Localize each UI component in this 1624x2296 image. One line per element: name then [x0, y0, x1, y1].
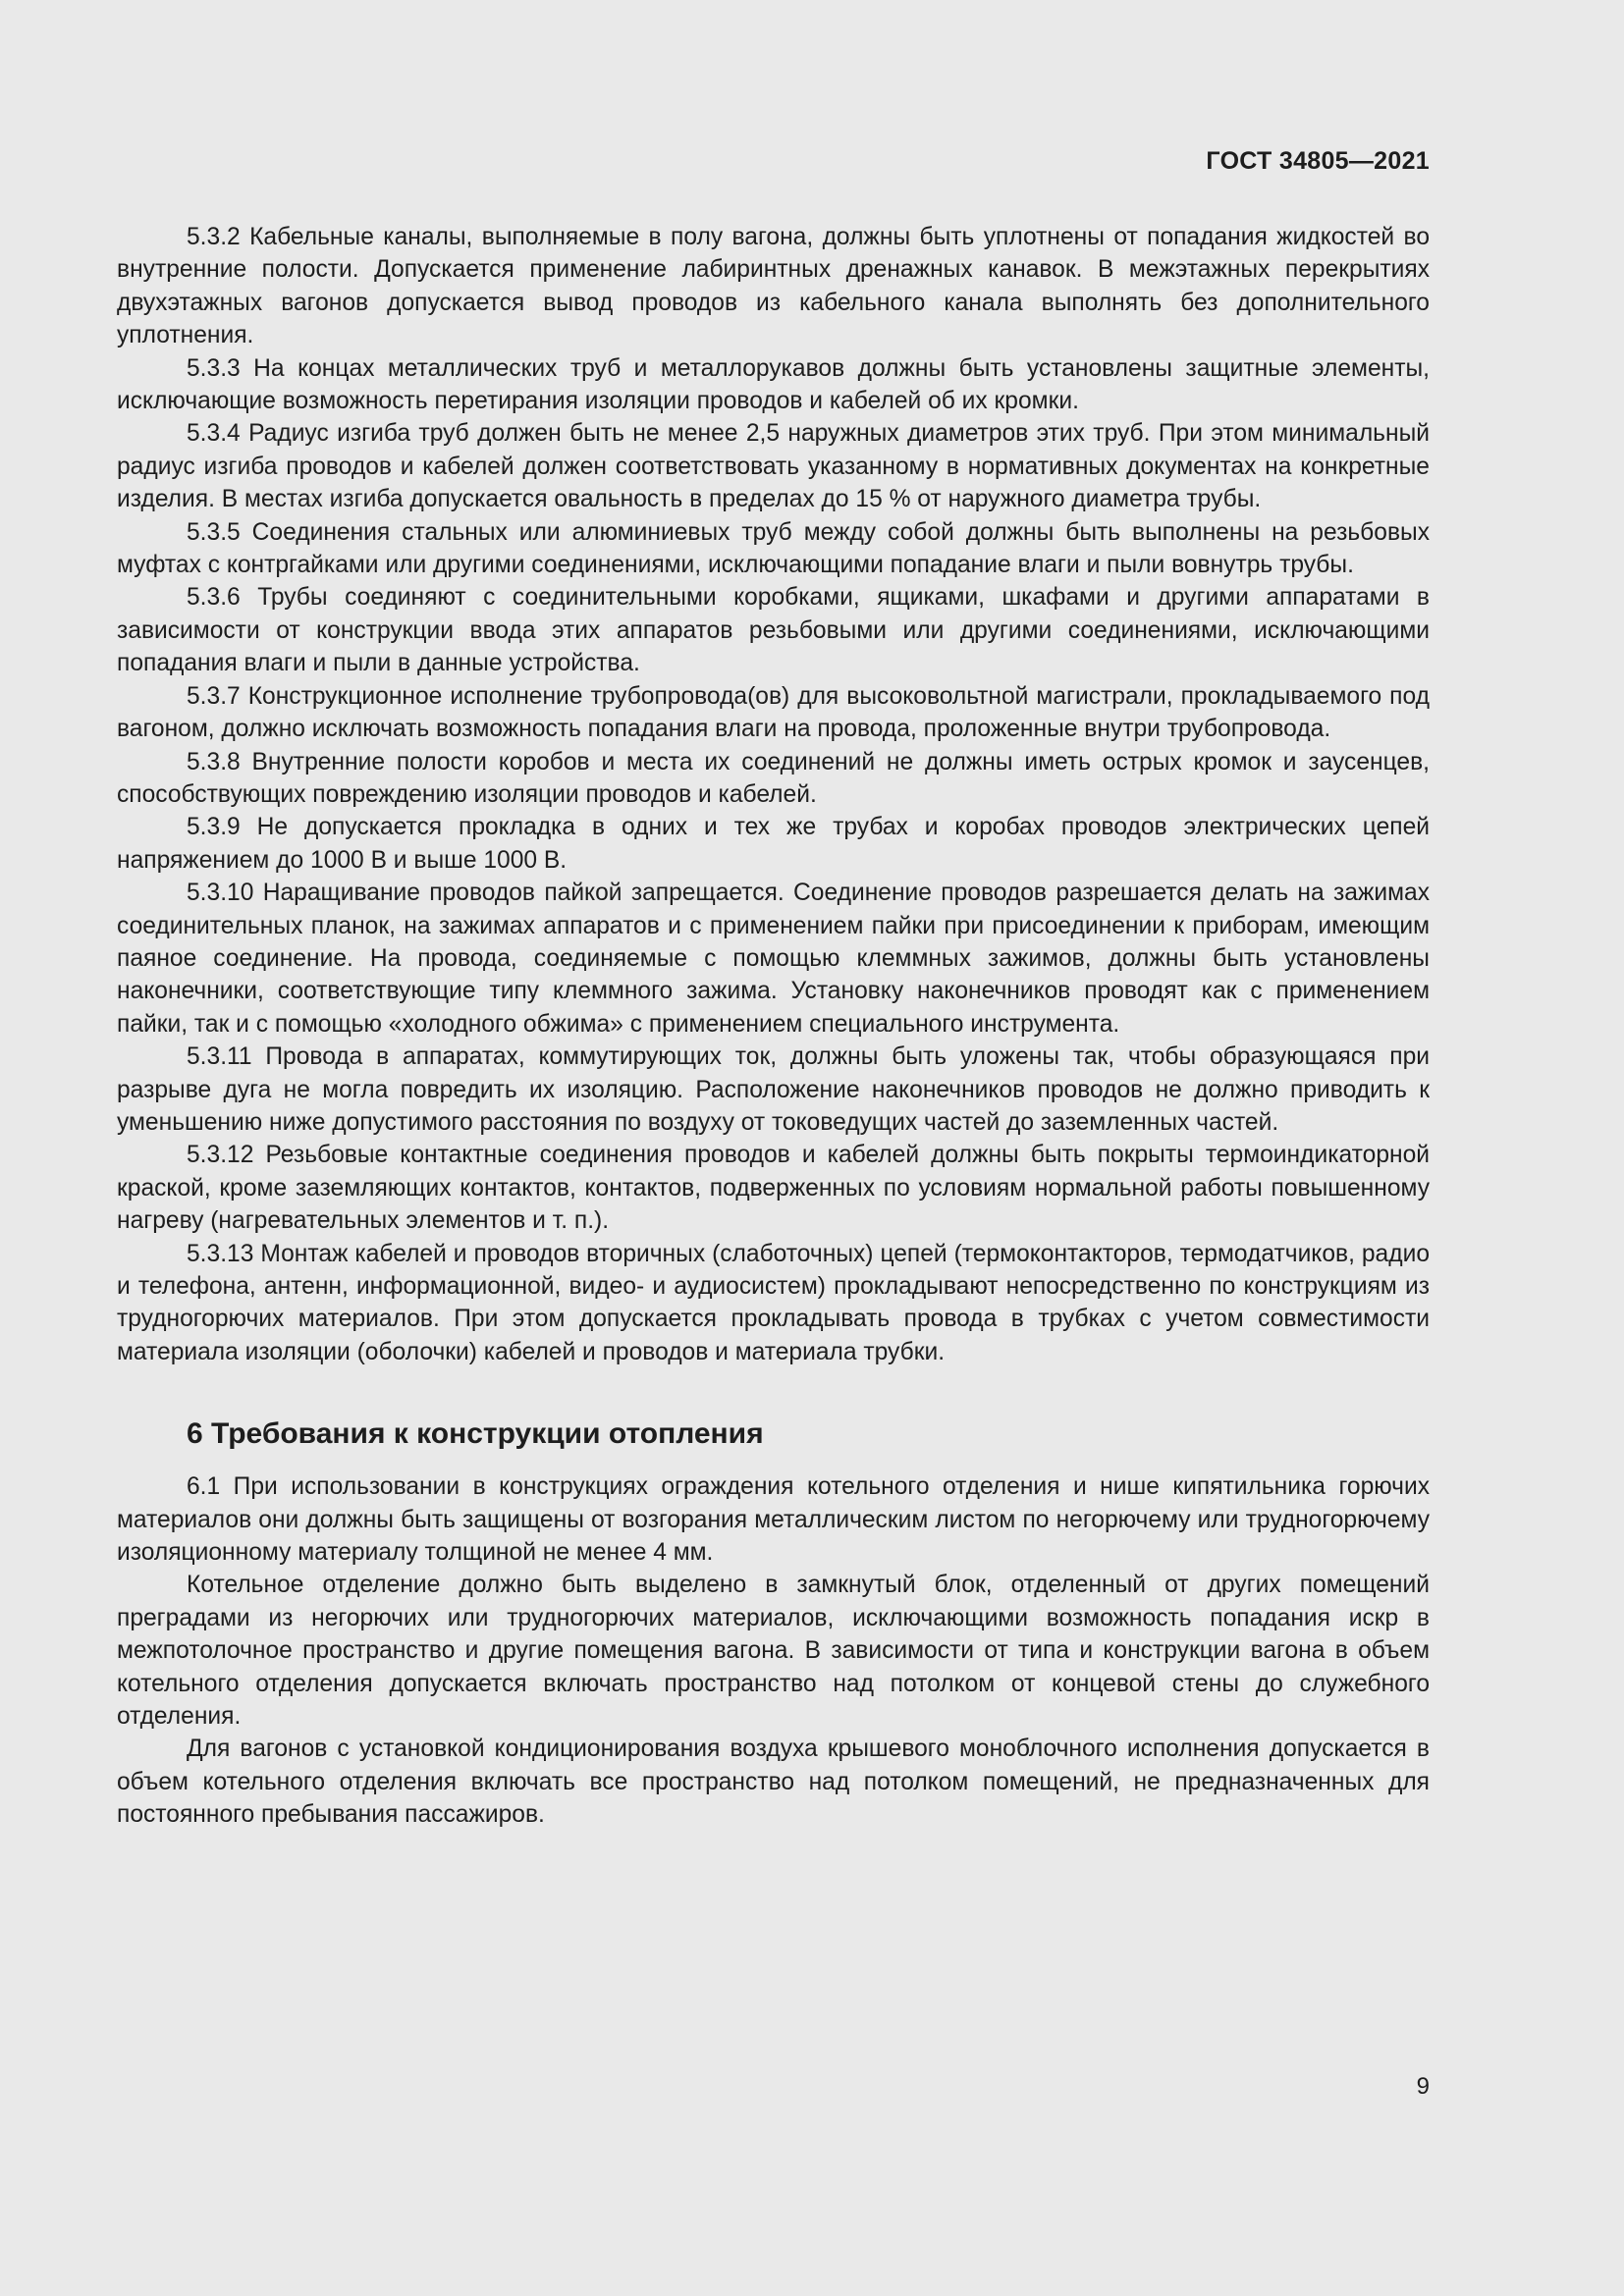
- paragraph-6-1-boiler-block: Котельное отделение должно быть выделено в замкнутый блок, отделенный от других помещений преградами из негорючих или трудногорючих материалов, исключающими возможность попадания искр в межпотолочное пространство и другие помещения вагона. В зависимости от типа и конструкции вагона в объем котельного отделения допускается включать пространство над потолком от концевой стены до служебного отделения.: [117, 1572, 1430, 1731]
- paragraph-5-3-2: 5.3.2 Кабельные каналы, выполняемые в полу вагона, должны быть уплотнены от попадания жидкостей во внутренние полости. Допускается применение лабиринтных дренажных канавок. В межэтажных перекрытиях двухэтажных вагонов допускается вывод проводов из кабельного канала выполнять без дополнительного уплотнения.: [117, 224, 1430, 349]
- page-number: 9: [1416, 2073, 1430, 2100]
- paragraph-5-3-5: 5.3.5 Соединения стальных или алюминиевых труб между собой должны быть выполнены на резьбовых муфтах с контргайками или другими соединениями, исключающими попадание влаги и пыли вовнутрь трубы.: [117, 518, 1430, 579]
- paragraph-5-3-7: 5.3.7 Конструкционное исполнение трубопровода(ов) для высоковольтной магистрали, прокладываемого под вагоном, должно исключать возможность попадания влаги на провода, проложенные внутри трубопровода.: [117, 682, 1430, 743]
- section-6-heading: 6 Требования к конструкции отопления: [187, 1417, 764, 1451]
- document-body: [117, 221, 1430, 1832]
- paragraph-5-3-8: 5.3.8 Внутренние полости коробов и места их соединений не должны иметь острых кромок и заусенцев, способствующих повреждению изоляции проводов и кабелей.: [117, 748, 1430, 808]
- paragraph-5-3-12: 5.3.12 Резьбовые контактные соединения проводов и кабелей должны быть покрыты термоиндикаторной краской, кроме заземляющих контактов, контактов, подверженных по условиям нормальной работы повышенному нагреву (нагревательных элементов и т. п.).: [117, 1142, 1430, 1235]
- paragraph-5-3-4: 5.3.4 Радиус изгиба труб должен быть не менее 2,5 наружных диаметров этих труб. При этом минимальный радиус изгиба проводов и кабелей должен соответствовать указанному в нормативных документах на конкретные изделия. В местах изгиба допускается овальность в пределах до 15 % от наружного диаметра трубы.: [117, 420, 1430, 513]
- paragraph-6-1: 6.1 При использовании в конструкциях ограждения котельного отделения и нише кипятильника горючих материалов они должны быть защищены от возгорания металлическим листом по негорючему или трудногорючему изоляционному материалу толщиной не менее 4 мм.: [117, 1473, 1430, 1567]
- paragraph-5-3-13: 5.3.13 Монтаж кабелей и проводов вторичных (слаботочных) цепей (термоконтакторов, термодатчиков, радио и телефона, антенн, информационной, видео- и аудиосистем) прокладывают непосредственно по конструкциям из трудногорючих материалов. При этом допускается прокладывать провода в трубках с учетом совместимости материала изоляции (оболочки) кабелей и проводов и материала трубки.: [117, 1240, 1430, 1365]
- paragraph-5-3-3: 5.3.3 На концах металлических труб и металлорукавов должны быть установлены защитные элементы, исключающие возможность перетирания изоляции проводов и кабелей об их кромки.: [117, 354, 1430, 415]
- paragraph-6-1-air-conditioning: Для вагонов с установкой кондиционирования воздуха крышевого моноблочного исполнения допускается в объем котельного отделения включать все пространство над потолком помещений, не предназначенных для постоянного пребывания пассажиров.: [117, 1735, 1430, 1829]
- paragraph-5-3-9: 5.3.9 Не допускается прокладка в одних и тех же трубах и коробах проводов электрических цепей напряжением до 1000 В и выше 1000 В.: [117, 814, 1430, 874]
- paragraph-5-3-11: 5.3.11 Провода в аппаратах, коммутирующих ток, должны быть уложены так, чтобы образующаяся при разрыве дуга не могла повредить их изоляцию. Расположение наконечников проводов не должно приводить к уменьшению ниже допустимого расстояния по воздуху от токоведущих частей до заземленных частей.: [117, 1043, 1430, 1136]
- document-header: ГОСТ 34805—2021: [1206, 147, 1430, 175]
- paragraph-5-3-10: 5.3.10 Наращивание проводов пайкой запрещается. Соединение проводов разрешается делать на зажимах соединительных планок, на зажимах аппаратов и с применением пайки при присоединении к приборам, имеющим паяное соединение. На провода, соединяемые с помощью клеммных зажимов, должны быть установлены наконечники, соответствующие типу клеммного зажима. Установку наконечников проводят как с применением пайки, так и с помощью «холодного обжима» с применением специального инструмента.: [117, 880, 1430, 1038]
- paragraph-5-3-6: 5.3.6 Трубы соединяют с соединительными коробками, ящиками, шкафами и другими аппаратами в зависимости от конструкции ввода этих аппаратов резьбовыми или другими соединениями, исключающими попадания влаги и пыли в данные устройства.: [117, 584, 1430, 677]
